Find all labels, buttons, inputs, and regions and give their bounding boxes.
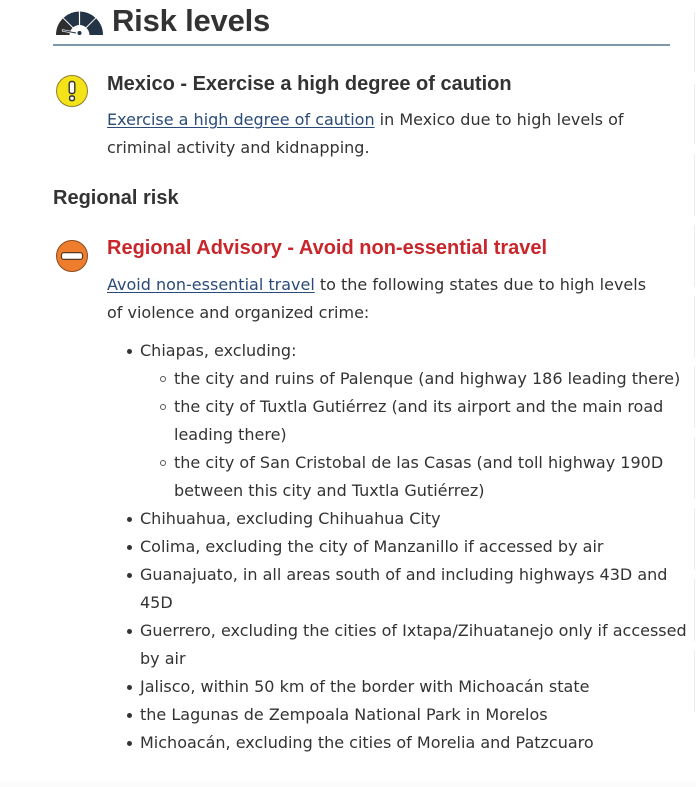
minus-circle-icon [55,239,89,273]
regional-advisory-text: to the following states due to high levels of violence and organized crime: [107,275,647,322]
gauge-icon [53,7,106,37]
state-item-chiapas [140,337,690,505]
exercise-caution-link[interactable]: Exercise a high degree of caution [107,110,375,129]
state-item-guerrero: Guerrero, excluding the cities of Ixtapa/Zihuatanejo only if accessed by air [140,617,690,673]
page-title: Risk levels [112,3,271,38]
state-item-chihuahua: Chihuahua, excluding Chihuahua City [140,505,690,533]
national-advisory-heading: Mexico - Exercise a high degree of caution [107,73,512,95]
chiapas-exclusions-list [140,365,690,505]
regional-advisory-body [107,271,647,327]
regional-risk-heading: Regional risk [53,187,179,209]
state-item-colima: Colima, excluding the city of Manzanillo if accessed by air [140,533,690,561]
national-advisory-text: in Mexico due to high levels of criminal activity and kidnapping. [107,110,624,157]
page-header [53,0,270,42]
exclusion-item: the city of San Cristobal de las Casas (and toll highway 190D between this city and Tuxtla Gutiérrez) [174,449,690,505]
national-advisory-body [107,106,647,162]
title-divider [53,44,670,46]
exclamation-icon [55,74,89,108]
exclusion-item: the city of Tuxtla Gutiérrez (and its airport and the main road leading there) [174,393,690,449]
state-item-michoacan: Michoacán, excluding the cities of Morelia and Patzcuaro [140,729,690,757]
affected-states-list [107,337,690,757]
state-text: Chiapas, excluding: [140,341,297,360]
exclusion-item: the city and ruins of Palenque (and highway 186 leading there) [174,365,690,393]
state-item-morelos: the Lagunas de Zempoala National Park in Morelos [140,701,690,729]
avoid-travel-link[interactable]: Avoid non-essential travel [107,275,315,294]
state-item-jalisco: Jalisco, within 50 km of the border with Michoacán state [140,673,690,701]
regional-advisory-heading: Regional Advisory - Avoid non-essential travel [107,237,548,259]
state-item-guanajuato: Guanajuato, in all areas south of and including highways 43D and 45D [140,561,690,617]
bottom-fade [0,780,696,787]
